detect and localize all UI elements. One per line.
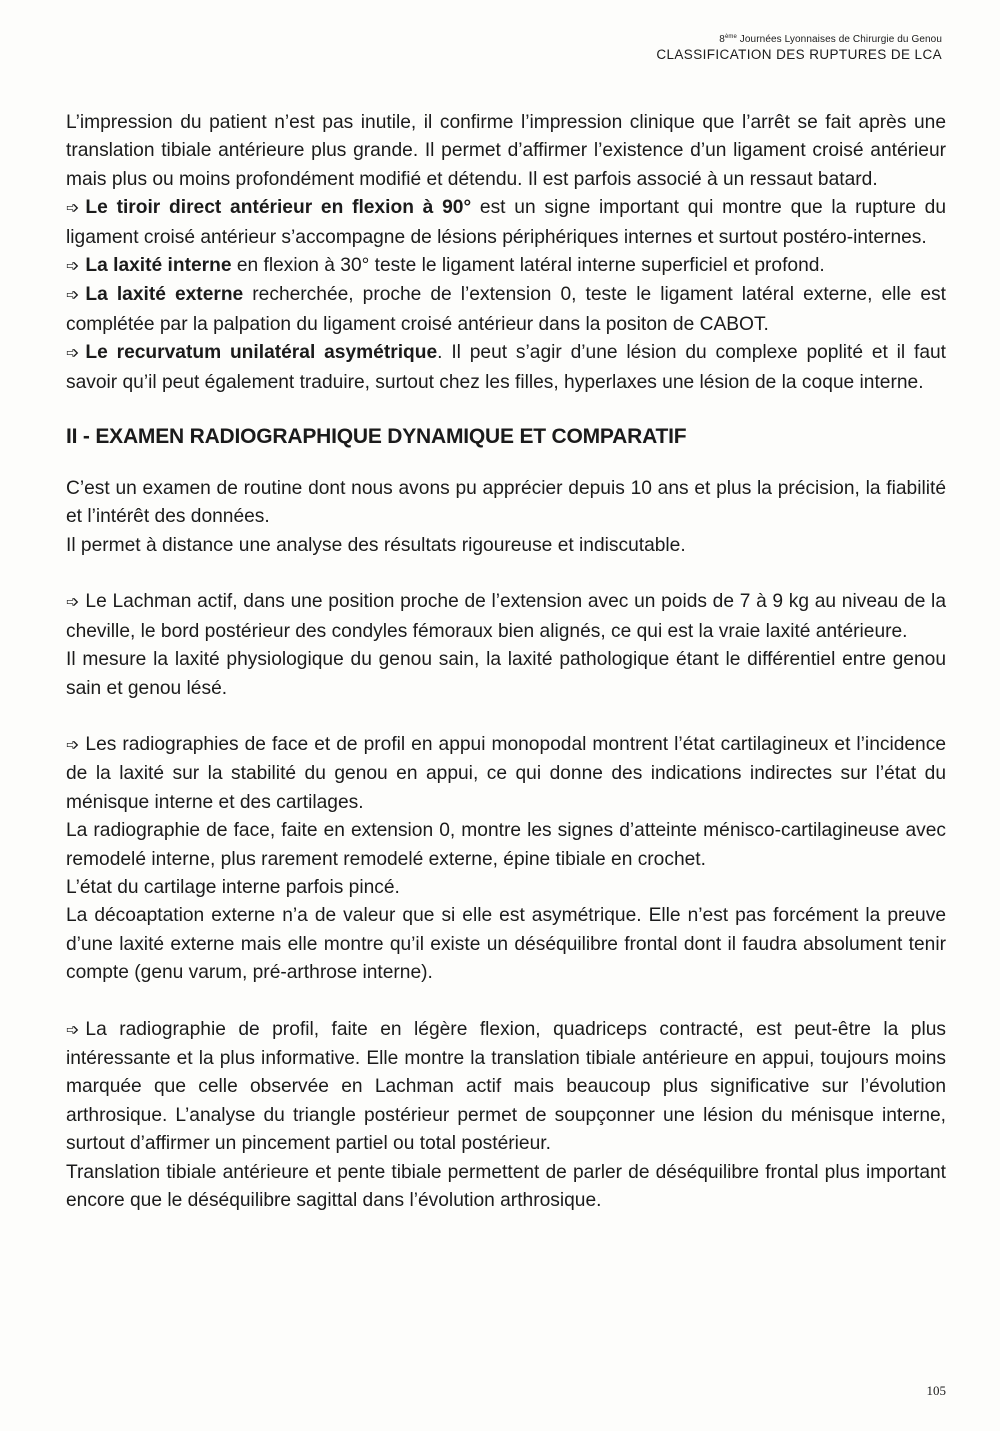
paragraph-lachman xyxy=(66,588,946,646)
bullet-recurvatum xyxy=(66,339,946,397)
arrow-icon: ➩ xyxy=(66,1021,80,1039)
paragraph-face: La radiographie de face, faite en extension 0, montre les signes d’atteinte ménisco-cartilagineuse avec remodelé interne, plus rarement remodelé externe, épine tibiale en crochet. xyxy=(66,820,946,870)
bullet-bold: Le recurvatum unilatéral asymétrique xyxy=(85,342,438,364)
bullet-laxite-interne xyxy=(66,252,946,281)
conference-title: Journées Lyonnaises de Chirurgie du Genou xyxy=(736,34,942,45)
paragraph-translation: Translation tibiale antérieure et pente tibiale permettent de parler de déséquilibre frontal plus important encore que le déséquilibre sagittal dans l’évolution arthrosique. xyxy=(66,1161,946,1211)
paragraph-routine: C’est un examen de routine dont nous avons pu apprécier depuis 10 ans et plus la précision, la fiabilité et l’intérêt des données. xyxy=(66,478,946,528)
chapter-title: CLASSIFICATION DES RUPTURES DE LCA xyxy=(656,46,942,62)
bullet-text: . Il peut s’agir d’une lésion du complexe poplité et il faut savoir qu’il peut également traduire, surtout chez les filles, hyperlaxes une lésion de la coque interne. xyxy=(66,342,947,393)
edition-number: 8 xyxy=(719,34,725,45)
bullet-bold: La laxité interne xyxy=(85,255,232,277)
paragraph-impression: L’impression du patient n’est pas inutile, il confirme l’impression clinique que l’arrêt se fait après une translation tibiale antérieure plus grande. Il permet d’affirmer l’existence d’un ligament croisé antérieur mais plus ou moins profondément modifié et détendu. Il est parfois associé à un ressaut batard. xyxy=(66,112,946,190)
arrow-icon: ➩ xyxy=(66,345,80,363)
bullet-text: est un signe important qui montre que la rupture du ligament croisé antérieur s’accompagne de lésions périphériques internes et surtout postéro-internes. xyxy=(66,197,946,248)
page-body xyxy=(66,109,946,1215)
running-header xyxy=(656,34,942,63)
bullet-laxite-externe xyxy=(66,281,946,339)
bullet-tiroir xyxy=(66,194,946,252)
arrow-icon: ➩ xyxy=(66,594,80,612)
arrow-icon: ➩ xyxy=(66,736,80,754)
bullet-bold: Le tiroir direct antérieur en flexion à 90° xyxy=(85,197,472,219)
bullet-text: recherchée, proche de l’extension 0, teste le ligament latéral externe, elle est complétée par la palpation du ligament croisé antérieur dans la positon de CABOT. xyxy=(66,284,946,335)
page-number: 105 xyxy=(926,1383,946,1398)
edition-suffix: ème xyxy=(724,34,737,40)
arrow-icon: ➩ xyxy=(66,258,80,276)
paragraph-distance: Il permet à distance une analyse des résultats rigoureuse et indiscutable. xyxy=(66,534,686,556)
bullet-text: en flexion à 30° teste le ligament latéral interne superficiel et profond. xyxy=(231,255,825,277)
paragraph-text: Le Lachman actif, dans une position proche de l’extension avec un poids de 7 à 9 kg au niveau de la cheville, le bord postérieur des condyles fémoraux bien alignés, ce qui est la vraie laxité antérieure. xyxy=(66,591,946,642)
arrow-icon: ➩ xyxy=(66,287,80,305)
paragraph-laxite-physio: Il mesure la laxité physiologique du genou sain, la laxité pathologique étant le différentiel entre genou sain et genou lésé. xyxy=(66,649,946,699)
paragraph-decoaptation: La décoaptation externe n’a de valeur que si elle est asymétrique. Elle n’est pas forcément la preuve d’une laxité externe mais elle montre qu’il existe un déséquilibre frontal dont il faudra absolument tenir compte (genu varum, pré-arthrose interne). xyxy=(66,905,946,984)
paragraph-text: Les radiographies de face et de profil en appui monopodal montrent l’état cartilagineux et l’incidence de la laxité sur la stabilité du genou en appui, ce qui donne des indications indirectes sur l’état du ménisque interne et des cartilages. xyxy=(66,733,946,813)
bullet-bold: La laxité externe xyxy=(85,284,244,306)
conference-name xyxy=(656,34,942,47)
section-heading: II - EXAMEN RADIOGRAPHIQUE DYNAMIQUE ET COMPARATIF xyxy=(66,425,687,449)
paragraph-text: La radiographie de profil, faite en légère flexion, quadriceps contracté, est peut-être la plus intéressante et la plus informative. Elle montre la translation tibiale antérieure en appui, toujours moins marquée que celle observée en Lachman actif mais beaucoup plus significative sur l’évolution arthrosique. L’analyse du triangle postérieur permet de soupçonner une lésion du ménisque interne, surtout d’affirmer un pincement partiel ou total postérieur. xyxy=(66,1018,946,1155)
paragraph-radiographies xyxy=(66,731,946,817)
arrow-icon: ➩ xyxy=(66,200,80,218)
paragraph-cartilage: L’état du cartilage interne parfois pincé. xyxy=(66,876,400,898)
paragraph-profil xyxy=(66,1016,946,1159)
